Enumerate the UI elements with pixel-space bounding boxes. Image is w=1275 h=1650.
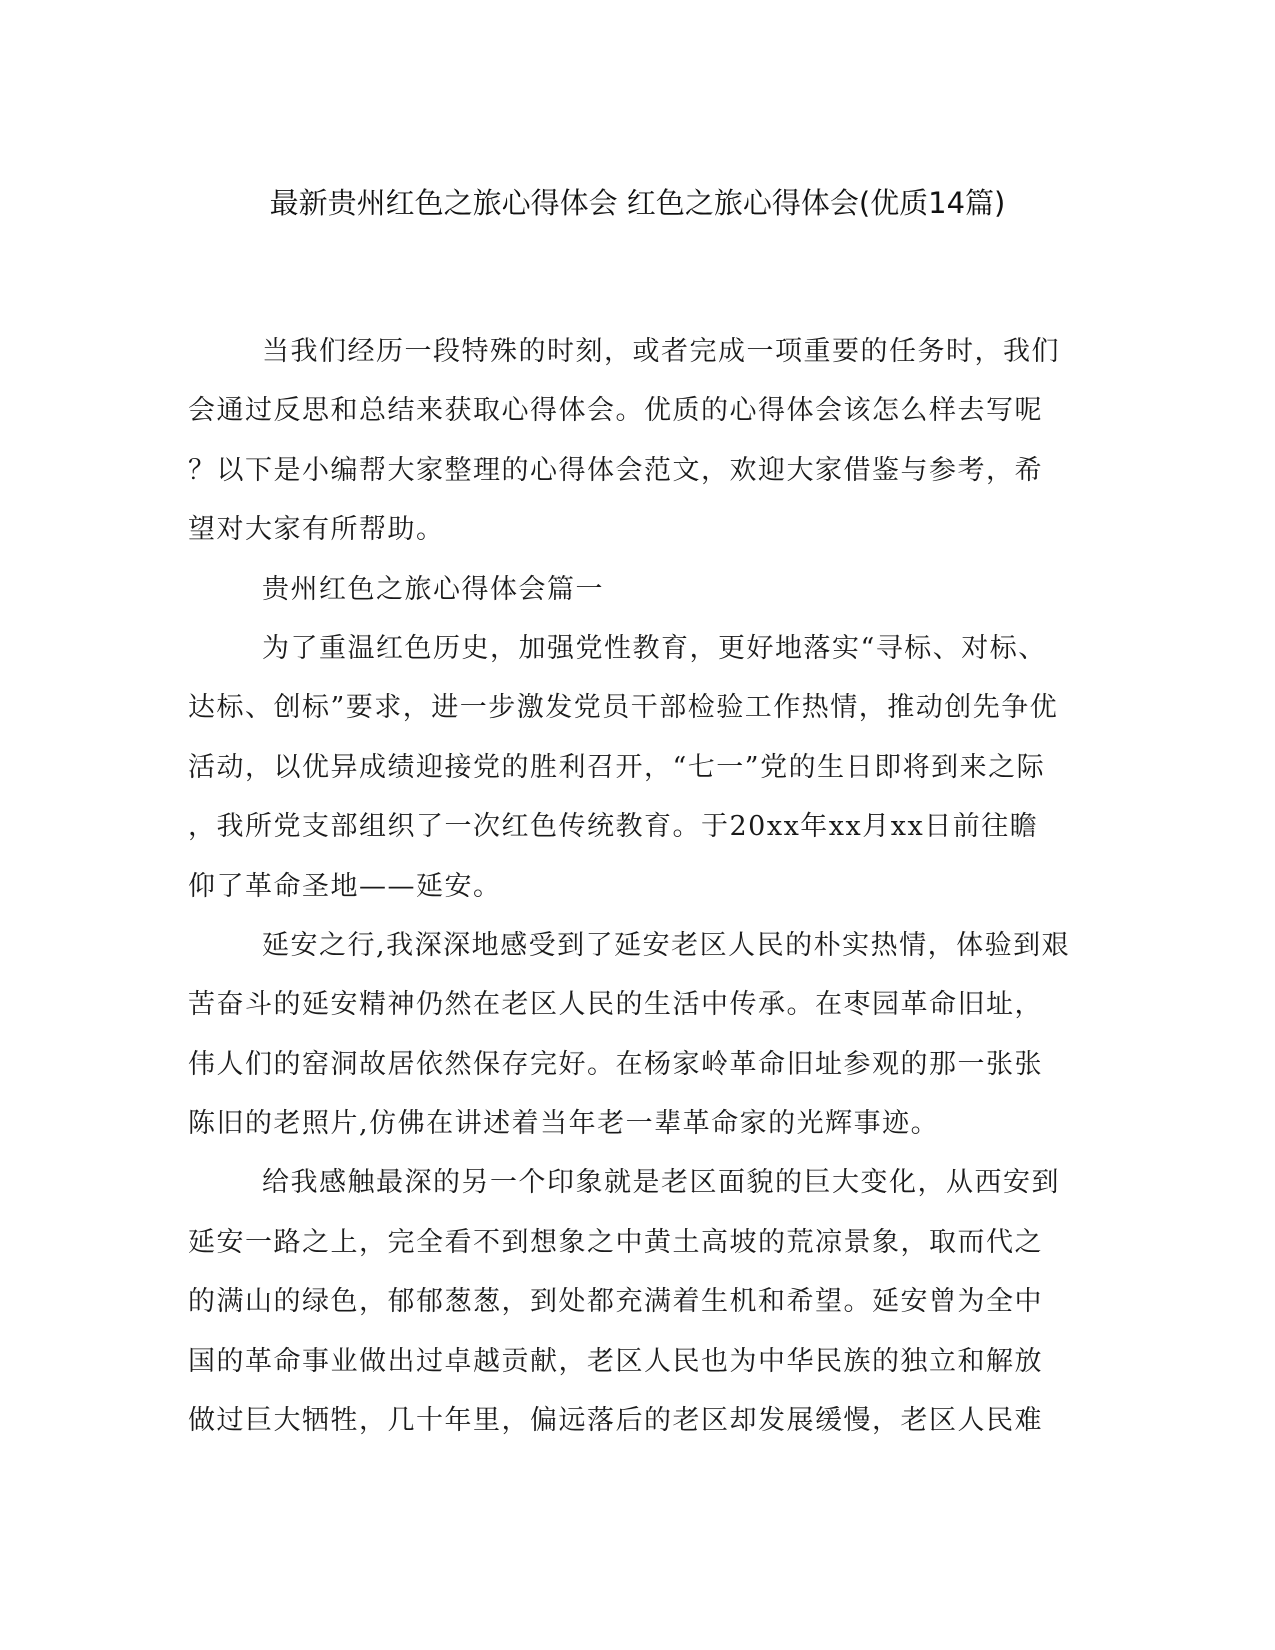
paragraph-line: 达标、创标”要求，进一步激发党员干部检验工作热情，推动创先争优 (188, 692, 1059, 724)
paragraph-line: 伟人们的窑洞故居依然保存完好。在杨家岭革命旧址参观的那一张张 (188, 1048, 1043, 1080)
paragraph-line: ，我所党支部组织了一次红色传统教育。于20xx年xx月xx日前往瞻 (188, 811, 1039, 843)
paragraph-line: 仰了革命圣地——延安。 (188, 870, 502, 902)
paragraph-line: 苦奋斗的延安精神仍然在老区人民的生活中传承。在枣园革命旧址， (188, 989, 1043, 1021)
paragraph-line: 延安一路之上，完全看不到想象之中黄土高坡的荒凉景象，取而代之 (188, 1226, 1043, 1258)
paragraph-line: ？以下是小编帮大家整理的心得体会范文，欢迎大家借鉴与参考，希 (188, 454, 1043, 486)
document-body (188, 322, 1088, 1450)
paragraph-line: 陈旧的老照片,仿佛在讲述着当年老一辈革命家的光辉事迹。 (188, 1108, 940, 1140)
paragraph-line: 给我感触最深的另一个印象就是老区面貌的巨大变化，从西安到 (262, 1167, 1060, 1199)
paragraph-line: 做过巨大牺牲，几十年里，偏远落后的老区却发展缓慢，老区人民难 (188, 1405, 1043, 1437)
paragraph-line: 会通过反思和总结来获取心得体会。优质的心得体会该怎么样去写呢 (188, 395, 1043, 427)
paragraph-line: 活动，以优异成绩迎接党的胜利召开，“七一”党的生日即将到来之际 (188, 751, 1046, 783)
paragraph-line: 的满山的绿色，郁郁葱葱，到处都充满着生机和希望。延安曾为全中 (188, 1286, 1043, 1318)
document-title: 最新贵州红色之旅心得体会 红色之旅心得体会(优质14篇) (269, 186, 1006, 220)
paragraph-line: 国的革命事业做出过卓越贡献，老区人民也为中华民族的独立和解放 (188, 1345, 1043, 1377)
section-heading: 贵州红色之旅心得体会篇一 (262, 573, 604, 605)
paragraph-line: 望对大家有所帮助。 (188, 514, 445, 546)
paragraph-line: 延安之行,我深深地感受到了延安老区人民的朴实热情，体验到艰 (262, 929, 1071, 961)
paragraph-line: 为了重温红色历史，加强党性教育，更好地落实“寻标、对标、 (262, 632, 1047, 664)
paragraph-line: 当我们经历一段特殊的时刻，或者完成一项重要的任务时，我们 (262, 336, 1060, 367)
